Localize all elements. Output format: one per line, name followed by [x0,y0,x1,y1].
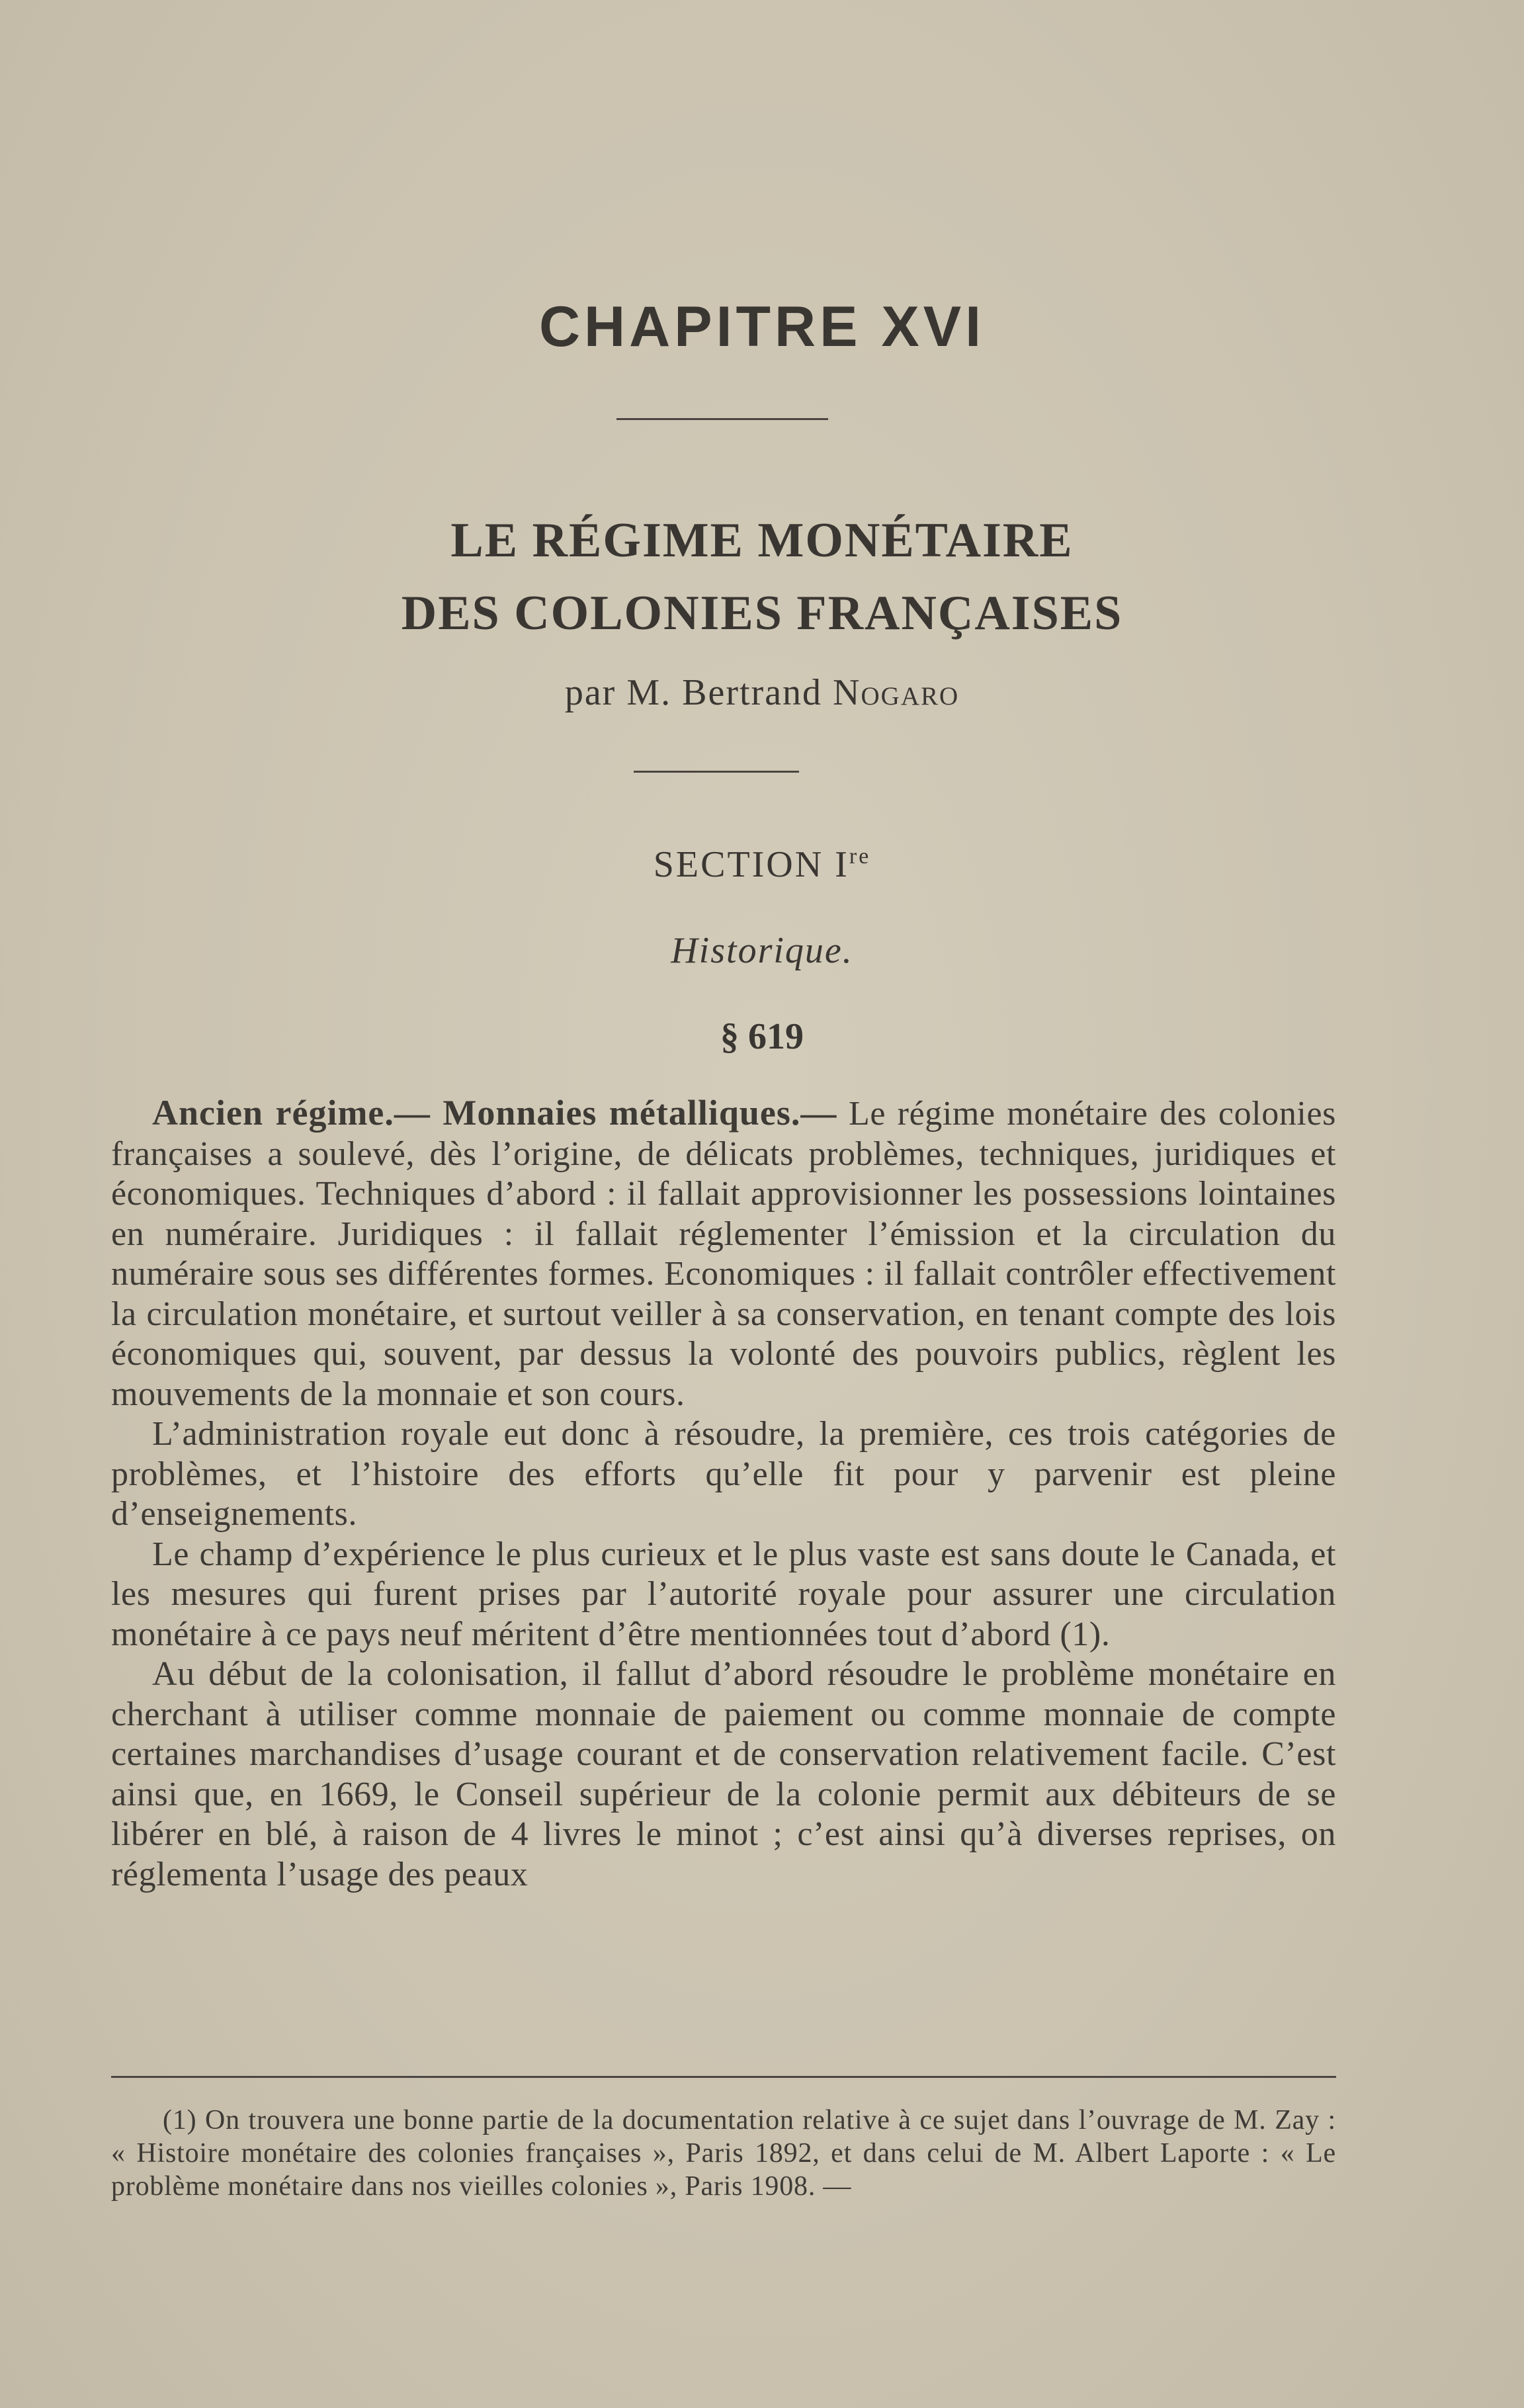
author-byline [0,671,1524,714]
paragraph-1-text: Le régime monétaire des colonies françaises a soulevé, dès l’origine, de délicats problèmes, techniques, juridiques et économiques. Techniques d’abord : il fallait approvisionner les possessions lointaines en numéraire. Juridiques : il fallait réglementer l’émission et la circulation du numéraire sous ses différentes formes. Economiques : il fallait contrôler effectivement la circulation monétaire, et surtout veiller à sa conservation, en tenant compte des lois économiques qui, souvent, par dessus la volonté des pouvoirs publics, règlent les mouvements de la monnaie et son cours. [111,1095,1336,1413]
chapter-title: CHAPITRE XVI [538,295,986,359]
section-label-superscript: re [849,844,871,869]
section-label [0,843,1524,886]
byline-rule [634,771,799,773]
body-text [111,1093,1336,1895]
footnote: (1) On trouvera une bonne partie de la documentation relative à ce sujet dans l’ouvrage de M. Zay : « Histoire monétaire des colonies françaises », Paris 1892, et dans celui de M. Albert Laporte : « Le problème monétaire dans nos vieilles colonies », Paris 1908. — [111,2105,1336,2202]
paragraph-heading: Ancien régime.— Monnaies métalliques.— [152,1093,837,1133]
body-paragraph-4: Au début de la colonisation, il fallut d’abord résoudre le problème monétaire en cherchant à utiliser comme monnaie de paiement ou comme monnaie de compte certaines marchandises d’usage courant et de conservation relativement facile. C’est ainsi que, en 1669, le Conseil supérieur de la colonie permit aux débiteurs de se libérer en blé, à raison de 4 livres le minot ; c’est ainsi qu’à diverses reprises, on réglementa l’usage des peaux [111,1655,1336,1893]
paragraph-number: § 619 [720,1016,804,1057]
body-paragraph-3: Le champ d’expérience le plus curieux et le plus vaste est sans doute le Canada, et les mesures qui furent prises par l’autorité royale pour assurer une circulation monétaire à ce pays neuf méritent d’être mentionnées tout d’abord (1). [111,1535,1336,1653]
section-label-text: SECTION I [653,844,849,885]
body-paragraph-2: L’administration royale eut donc à résoudre, la première, ces trois catégories de problèmes, et l’histoire des efforts qu’elle fit pour y parvenir est pleine d’enseignements. [111,1415,1336,1533]
section-subtitle: Historique. [671,930,853,971]
chapter-heading-line-1: LE RÉGIME MONÉTAIRE [450,513,1074,568]
chapter-heading-line-2: DES COLONIES FRANÇAISES [401,586,1123,640]
byline-prefix: par M. Bertrand [564,672,833,713]
footnote-rule [111,2076,1336,2078]
body-paragraph-1 [111,1093,1336,1414]
author-surname: Nogaro [833,672,960,713]
chapter-title-rule [616,418,828,420]
